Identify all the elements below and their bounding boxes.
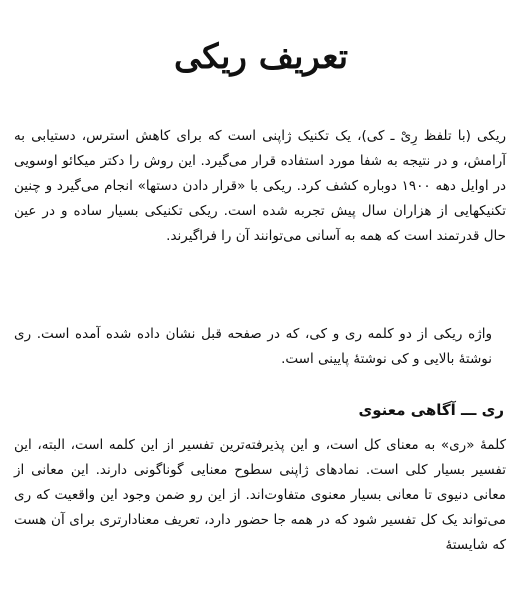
section-paragraph: کلمهٔ «ری» به معنای کل است، و این پذیرفته‌ترین تفسیر از این کلمه است، البته، این تفسیر بسیار کلی است. نمادهای ژاپنی سطوح معنایی گوناگونی دارند. این معانی از معانی دنیوی تا معانی بسیار معنوی متفاوت‌اند. از این رو ضمن وجود این واقعیت که ری می‌تواند یک کل تفسیر شود که در همه جا حضور دارد، تعریف معنادارتری برای آن هست که شایستهٔ — [14, 437, 506, 553]
intro-paragraph-block — [14, 124, 506, 249]
word-paragraph-block — [14, 322, 506, 372]
section-paragraph-block — [14, 433, 506, 558]
intro-paragraph: ریکی (با تلفظ رِیْ ـ کی)، یک تکنیک ژاپنی است که برای کاهش استرس، دستیابی به آرامش، و در نتیجه به شفا مورد استفاده قرار می‌گیرد. این روش را دکتر میکائو اوسویی در اوایل دهه ۱۹۰۰ دوباره کشف کرد. ریکی با «قرار دادن دستها» انجام می‌گیرد و چنین تکنیکهایی از هزاران سال پیش تجربه شده است. ریکی تکنیکی بسیار ساده و در عین حال قدرتمند است که همه به آسانی می‌توانند آن را فراگیرند. — [14, 128, 507, 244]
section-heading: ری ـــ آگاهی معنوی — [358, 401, 504, 419]
word-paragraph: واژه ریکی از دو کلمه ری و کی، که در صفحه قبل نشان داده شده آمده است. ری نوشتهٔ بالایی و کی نوشتهٔ پایینی است. — [14, 326, 492, 367]
page-title: تعریف ریکی — [173, 36, 349, 77]
